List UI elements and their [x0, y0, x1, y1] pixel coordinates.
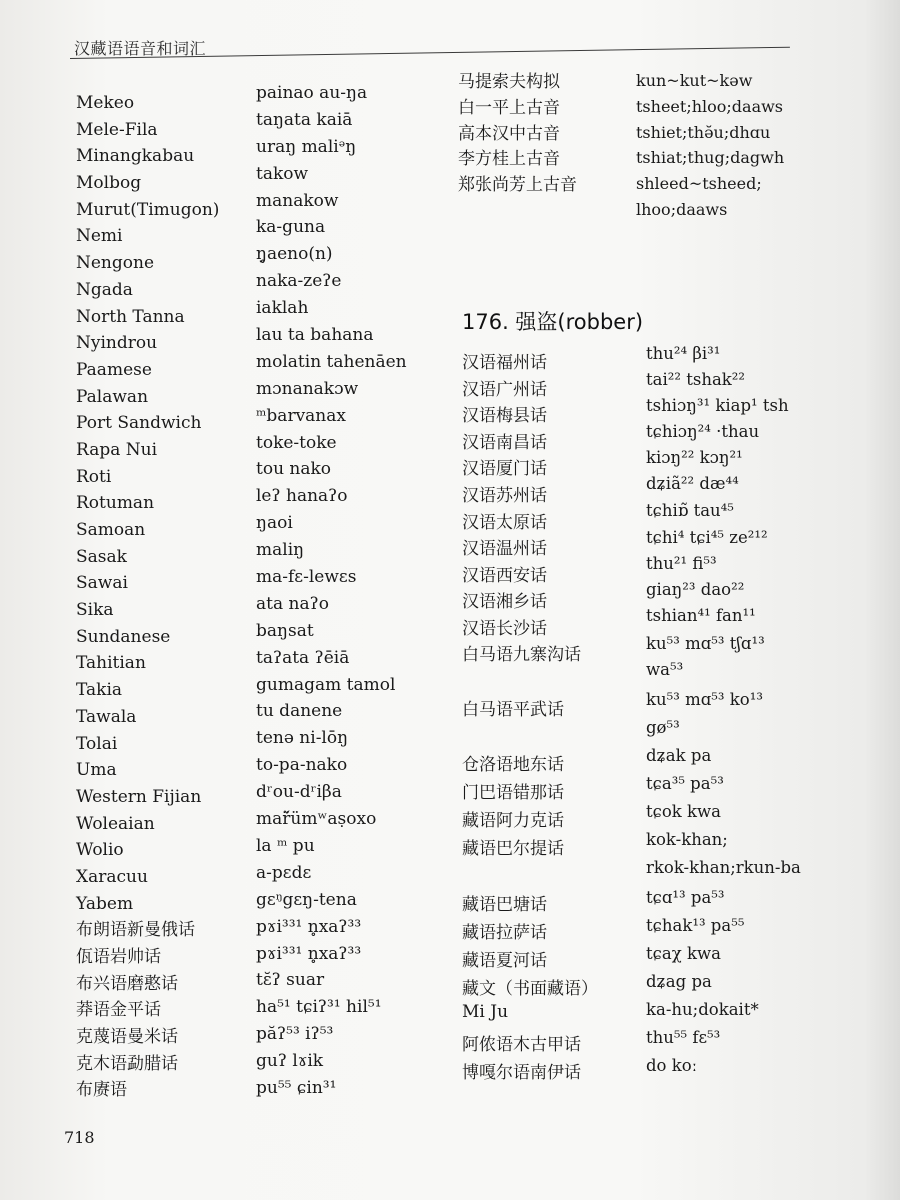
left-form-column: [256, 80, 446, 1102]
running-head: 汉藏语语音和词汇: [74, 39, 207, 58]
word-form: dʑiã²² dæ⁴⁴: [646, 474, 739, 493]
section-title: 176. 强盗(robber): [462, 310, 644, 334]
language-name: 汉语湘乡话: [462, 592, 547, 612]
word-form: uraŋ maliᵊŋ: [256, 136, 357, 157]
word-form: dʑak pa: [646, 746, 712, 765]
word-form: ata naʔo: [256, 593, 329, 614]
language-name: Mekeo: [76, 93, 135, 113]
language-name: Sundanese: [76, 626, 171, 647]
language-name: 阿侬语木古甲话: [462, 1035, 581, 1055]
language-name: Uma: [76, 760, 117, 781]
word-form: kun~kut~kəw: [636, 71, 753, 90]
language-name: Wolio: [76, 840, 124, 861]
language-name: Mele-Fila: [76, 119, 158, 140]
word-form: tshian⁴¹ fan¹¹: [646, 606, 756, 625]
language-name: Paamese: [76, 359, 152, 380]
word-form: kiɔŋ²² kɔŋ²¹: [646, 448, 743, 467]
left-language-column: [76, 90, 251, 1104]
word-form: lhoo;daaws: [636, 199, 728, 219]
word-form: gɛᵑgɛŋ-tena: [256, 889, 357, 910]
word-form: tɕaχ kwa: [646, 944, 721, 963]
language-name: Yabem: [76, 893, 134, 914]
word-form: ŋaoi: [256, 513, 293, 534]
word-form: pu⁵⁵ ɕin³¹: [256, 1077, 337, 1098]
word-form: wa⁵³: [646, 660, 684, 679]
language-name: 汉语长沙话: [462, 618, 547, 639]
word-form: taŋata kaiā: [256, 109, 353, 130]
language-name: Nemi: [76, 226, 123, 247]
language-name: North Tanna: [76, 306, 185, 327]
language-name: Nyindrou: [76, 333, 158, 354]
word-form: guʔ lɤik: [256, 1051, 324, 1072]
word-form: ha⁵¹ tɕiʔ³¹ hil⁵¹: [256, 997, 382, 1018]
word-form: taʔata ʔēiā: [256, 647, 350, 668]
language-name: 汉语梅县话: [462, 406, 547, 426]
word-form: thu²⁴ βi³¹: [646, 344, 721, 363]
language-name: Western Fijian: [76, 786, 202, 807]
language-name: 藏语巴尔提话: [462, 839, 564, 859]
language-name: 莽语金平话: [76, 1000, 161, 1021]
language-name: Sika: [76, 600, 114, 621]
word-form: tshiet;thə̆u;dhɑu: [636, 122, 771, 142]
word-form: takow: [256, 163, 309, 184]
word-form: mař̈ümʷaṣoxo: [256, 809, 377, 830]
language-name: 白一平上古音: [458, 97, 560, 118]
language-name: Nengone: [76, 253, 155, 274]
language-name: Murut(Timugon): [76, 199, 220, 220]
word-form: ku⁵³ mɑ⁵³ ko¹³: [646, 690, 763, 709]
word-form: la ᵐ pu: [256, 835, 315, 856]
language-name: Rapa Nui: [76, 439, 158, 460]
language-name: 李方桂上古音: [458, 149, 560, 170]
word-form: thu⁵⁵ fɛ⁵³: [646, 1028, 721, 1047]
language-name: 白马语九寨沟话: [462, 645, 581, 665]
word-form: pɤi³³¹ n̥xaʔ³³: [256, 916, 362, 937]
word-form: to-pa-nako: [256, 755, 348, 776]
word-form: tɕhi⁴ tɕi⁴⁵ ze²¹²: [646, 528, 768, 547]
language-name: 汉语南昌话: [462, 432, 547, 453]
language-name: Palawan: [76, 386, 149, 407]
language-name: 门巴语错那话: [462, 783, 564, 803]
word-form: tɕa³⁵ pa⁵³: [646, 774, 724, 793]
language-name: 高本汉中古音: [458, 123, 560, 144]
language-name: Woleaian: [76, 813, 155, 834]
language-name: 藏语拉萨话: [462, 923, 547, 943]
word-form: păʔ⁵³ iʔ⁵³: [256, 1024, 334, 1045]
word-form: tai²² tshak²²: [646, 370, 746, 389]
language-name: 马提索夫构拟: [458, 72, 560, 92]
word-form: tshiat;thug;dagwh: [636, 148, 785, 168]
language-name: 博嘎尔语南伊话: [462, 1063, 581, 1083]
language-name: Ngada: [76, 279, 133, 300]
language-name: 汉语福州话: [462, 353, 547, 373]
word-form: tɕok kwa: [646, 802, 722, 821]
word-form: giaŋ²³ dao²²: [646, 580, 745, 599]
language-name: Molbog: [76, 173, 142, 194]
word-form: manakow: [256, 190, 339, 211]
language-name: 克蔑语曼米话: [76, 1027, 178, 1048]
reconstruction-form-column: [636, 68, 836, 223]
word-form: dʳou-dʳiβa: [256, 782, 342, 803]
language-name: Samoan: [76, 520, 146, 540]
word-form: painao au-ŋa: [256, 83, 368, 103]
language-name: 藏语阿力克话: [462, 811, 564, 831]
word-form: ma-fɛ-lewɛs: [256, 567, 357, 588]
word-form: tɕɑ¹³ pa⁵³: [646, 888, 725, 907]
language-name: Mi Ju: [462, 1002, 509, 1022]
word-form: tu danene: [256, 701, 343, 722]
language-name: 佤语岩帅话: [76, 947, 161, 967]
word-form: tɕhiɒ̃ tau⁴⁵: [646, 501, 734, 520]
language-name: Roti: [76, 466, 112, 487]
word-form: tenə ni-lōŋ: [256, 728, 349, 749]
language-name: 汉语厦门话: [462, 459, 547, 479]
word-form: a-pɛdɛ: [256, 862, 312, 883]
word-form: tɕhak¹³ pa⁵⁵: [646, 916, 745, 935]
language-name: 汉语苏州话: [462, 486, 547, 506]
word-form: shleed~tsheed;: [636, 174, 762, 194]
word-form: tshiɔŋ³¹ kiap¹ tsh: [646, 396, 789, 415]
word-form: tɕhiɔŋ²⁴ ·thau: [646, 422, 760, 441]
word-form: tɛ̆ʔ suar: [256, 970, 325, 991]
language-name: 汉语西安话: [462, 565, 547, 586]
language-name: 郑张尚芳上古音: [458, 175, 577, 196]
word-form: naka-zeʔe: [256, 271, 342, 292]
word-form: thu²¹ fi⁵³: [646, 554, 717, 573]
word-form: molatin tahenāen: [256, 351, 407, 372]
word-form: mɔnanakɔw: [256, 378, 359, 399]
word-form: maliŋ: [256, 540, 305, 561]
word-form: tou nako: [256, 459, 332, 480]
word-form: rkok-khan;rkun-ba: [646, 858, 801, 877]
word-form: iaklah: [256, 298, 309, 319]
word-form: ᵐbarvanax: [256, 405, 346, 426]
language-name: 布兴语磨憨话: [76, 973, 178, 994]
language-name: 藏语巴塘话: [462, 895, 547, 915]
language-name: Port Sandwich: [76, 413, 202, 434]
language-name: 藏文（书面藏语）: [462, 979, 598, 999]
language-name: Tawala: [76, 706, 137, 727]
word-form: gumagam tamol: [256, 674, 396, 695]
language-name: Xaracuu: [76, 866, 148, 887]
language-name: Sasak: [76, 546, 127, 567]
language-name: 布赓语: [76, 1080, 127, 1101]
word-form: lau ta bahana: [256, 325, 374, 346]
reconstruction-language-column: [458, 70, 633, 225]
language-name: 布朗语新曼俄话: [76, 920, 195, 941]
word-form: tsheet;hloo;daaws: [636, 96, 784, 116]
word-form: ka-hu;dokait*: [646, 1000, 759, 1019]
language-name: Tolai: [76, 733, 118, 754]
language-name: 仓洛语地东话: [462, 755, 564, 775]
language-name: Rotuman: [76, 493, 155, 514]
language-name: 白马语平武话: [462, 700, 564, 720]
word-form: dʑag pa: [646, 972, 712, 991]
word-form: gø⁵³: [646, 718, 680, 737]
page-number: 718: [64, 1128, 95, 1147]
word-form: ku⁵³ mɑ⁵³ tʃɑ¹³: [646, 634, 765, 653]
word-form: ka-guna: [256, 217, 326, 238]
word-form: kok-khan;: [646, 830, 728, 849]
language-name: 克木语勐腊话: [76, 1053, 178, 1074]
language-name: Minangkabau: [76, 146, 195, 167]
word-form: ŋ̥aeno(n): [256, 244, 333, 265]
word-form: leʔ hanaʔo: [256, 486, 348, 507]
language-name: 汉语太原话: [462, 512, 547, 533]
word-form: toke-toke: [256, 432, 337, 453]
language-name: Sawai: [76, 573, 128, 594]
word-form: baŋsat: [256, 620, 314, 641]
language-name: [458, 199, 633, 225]
language-name: 汉语温州话: [462, 539, 547, 559]
language-name: Tahitian: [76, 653, 146, 674]
language-name: 汉语广州话: [462, 379, 547, 400]
language-name: 藏语夏河话: [462, 951, 547, 971]
language-name: Takia: [76, 680, 123, 701]
word-form: pɤi³³¹ n̥xaʔ³³: [256, 943, 362, 964]
word-form: do koː: [646, 1056, 698, 1075]
